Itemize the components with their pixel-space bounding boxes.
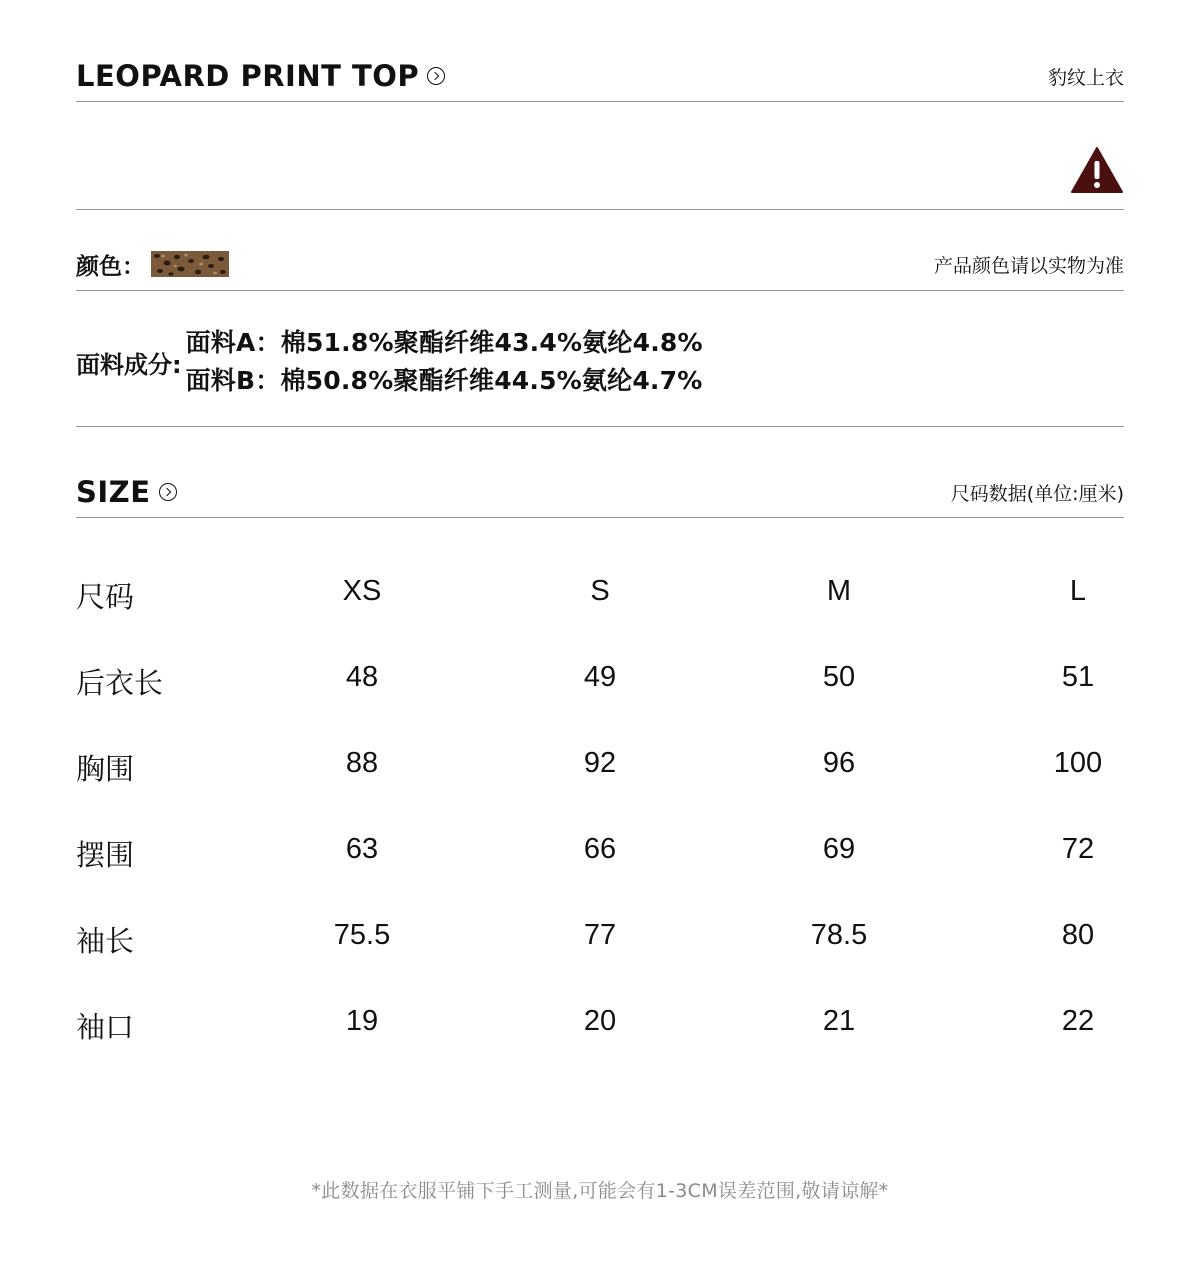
table-row-label: 胸围 [76, 752, 135, 786]
table-row [76, 661, 1124, 747]
divider [76, 426, 1124, 427]
table-row-label: 袖长 [76, 924, 135, 958]
table-cell: 48 [345, 661, 379, 693]
table-cell: 72 [1061, 833, 1095, 865]
size-column-l: L [1069, 575, 1087, 607]
table-cell: 69 [822, 833, 856, 865]
color-note: 产品颜色请以实物为准 [933, 254, 1124, 277]
table-row [76, 1005, 1124, 1091]
table-header-row [76, 575, 1124, 661]
fabric-line-b: 面料B：棉50.8%聚酯纤维44.5%氨纶4.7% [185, 366, 703, 395]
table-cell: 19 [345, 1005, 379, 1037]
product-title-text: LEOPARD PRINT TOP [76, 59, 420, 93]
size-title [76, 475, 177, 509]
warning-row [76, 140, 1124, 200]
table-row-label: 后衣长 [76, 666, 164, 700]
table-cell: 21 [822, 1005, 856, 1037]
table-row [76, 747, 1124, 833]
table-cell: 50 [822, 661, 856, 693]
table-row [76, 833, 1124, 919]
divider [76, 290, 1124, 291]
color-field [76, 248, 229, 281]
table-row-label: 尺码 [76, 580, 135, 614]
table-cell: 96 [822, 747, 856, 779]
table-row [76, 919, 1124, 1005]
color-label: 颜色： [76, 253, 145, 280]
divider [76, 209, 1124, 210]
table-cell: 20 [583, 1005, 617, 1037]
table-cell: 77 [583, 919, 617, 951]
size-column-m: M [826, 575, 852, 607]
title-row [76, 58, 1124, 94]
size-header-row [76, 474, 1124, 510]
table-cell: 80 [1061, 919, 1095, 951]
size-title-text: SIZE [76, 475, 151, 509]
table-cell: 75.5 [333, 919, 391, 951]
divider [76, 101, 1124, 102]
table-cell: 88 [345, 747, 379, 779]
size-column-xs: XS [342, 575, 382, 607]
table-cell: 63 [345, 833, 379, 865]
table-cell: 22 [1061, 1005, 1095, 1037]
fabric-label: 面料成分: [76, 350, 182, 379]
fabric-line-a: 面料A：棉51.8%聚酯纤维43.4%氨纶4.8% [185, 328, 703, 357]
table-cell: 100 [1053, 747, 1103, 779]
chevron-right-icon[interactable] [159, 483, 177, 501]
table-cell: 49 [583, 661, 617, 693]
size-unit-note: 尺码数据(单位:厘米) [950, 482, 1124, 505]
fabric-lines [186, 324, 703, 400]
warning-triangle-icon [1070, 146, 1124, 194]
table-cell: 66 [583, 833, 617, 865]
table-row-label: 袖口 [76, 1010, 135, 1044]
table-cell: 51 [1061, 661, 1095, 693]
product-name-cn: 豹纹上衣 [1047, 66, 1124, 89]
product-title [76, 59, 445, 93]
size-column-s: S [590, 575, 610, 607]
table-row-label: 摆围 [76, 838, 135, 872]
chevron-right-icon[interactable] [427, 67, 445, 85]
size-table [76, 575, 1124, 1091]
measurement-footnote: *此数据在衣服平铺下手工测量,可能会有1-3CM误差范围,敬请谅解* [311, 1180, 889, 1202]
table-cell: 78.5 [810, 919, 868, 951]
divider [76, 517, 1124, 518]
table-cell: 92 [583, 747, 617, 779]
leopard-swatch[interactable] [151, 251, 229, 277]
fabric-composition [76, 322, 1124, 402]
color-row [76, 246, 1124, 282]
